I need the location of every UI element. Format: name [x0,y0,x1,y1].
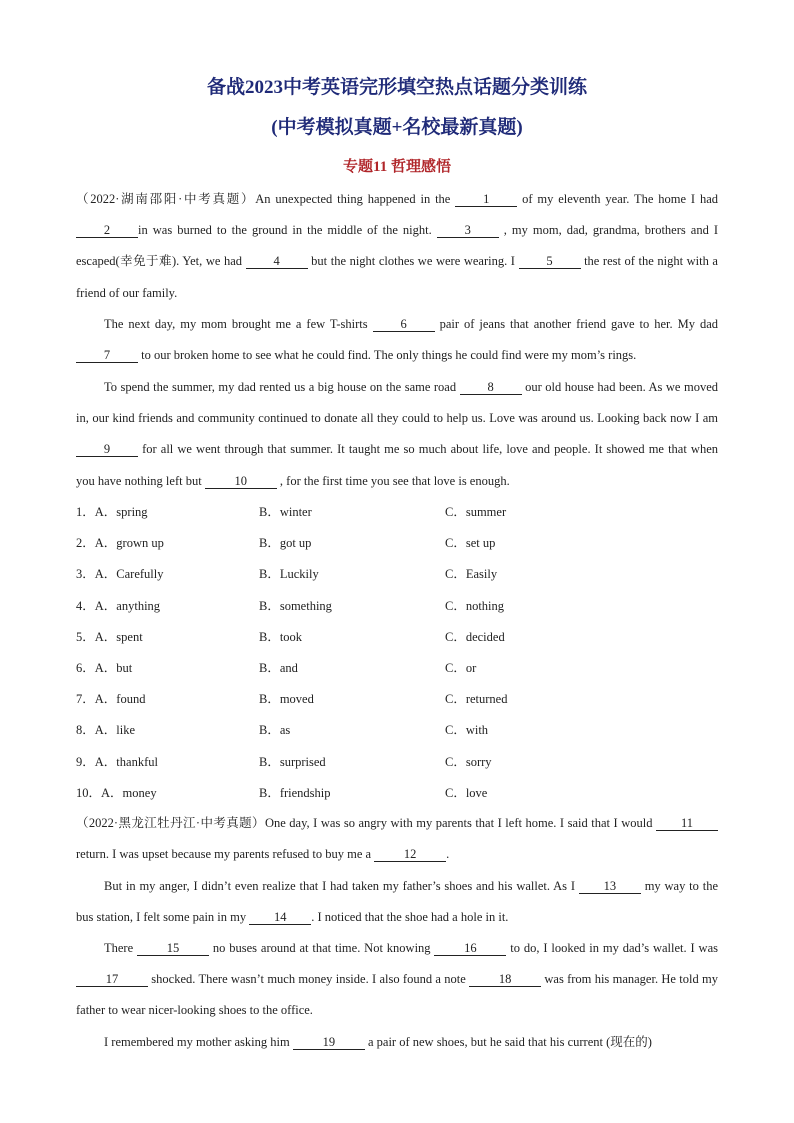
answer-blank: 13 [579,879,641,894]
question-number: 4． [76,598,95,613]
text-run: , my mom, dad, grandma, brothers and I escaped(幸免于难). Yet, we had [76,223,719,269]
option-row [76,591,718,622]
option-row [76,653,718,684]
question-number: 7． [76,692,95,707]
text-run: But in my anger, I didn’t even realize that I had taken my father’s shoes and his wallet. As I [104,879,579,893]
option-c: C．with [445,723,489,738]
text-run: was from his manager. He told my father to wear nicer-looking shoes to the office. [76,972,718,1018]
text-run: I remembered my mother asking him [104,1035,293,1049]
question-number: 1． [76,505,95,519]
text-run: our old house had been. As we moved in, our kind friends and community continued to donate all they could to help us. Love was around us. Looking back now I am [76,380,718,426]
passage2-paragraph-3 [76,933,718,1027]
topic-heading: 专题11 哲理感悟 [343,159,451,175]
question-number: 2． [76,536,95,551]
answer-blank: 4 [246,254,308,269]
answer-blank: 5 [519,254,581,269]
option-row [76,715,718,746]
answer-blank: 12 [374,847,446,862]
text-run: no buses around at that time. Not knowing [209,941,435,955]
question-number: 10． [76,785,102,800]
option-a: A．spring [94,505,148,519]
option-c: C．decided [445,629,505,644]
answer-blank: 1 [455,192,517,207]
option-b: B．something [259,598,332,613]
option-a: A．spent [94,629,143,644]
option-a: A．thankful [94,754,158,769]
text-run: in was burned to the ground in the middle of the night. [138,223,437,238]
answer-blank: 7 [76,348,138,363]
option-c: C．returned [445,692,508,707]
option-row [76,778,718,809]
text-run: for all we went through that summer. It taught me so much about life, love and people. It showed me that when you have nothing left but [76,442,718,488]
option-c: C．nothing [445,598,505,613]
option-a: A．found [94,692,146,707]
passage1-paragraph-3 [76,372,718,497]
text-run: （2022·湖南邵阳·中考真题）An unexpected thing happened in the [76,192,456,206]
text-run: There [104,941,138,955]
passage1-paragraph-2 [76,309,718,371]
text-run: my way to the bus station, I felt some pain in my [76,879,718,925]
text-run: pair of jeans that another friend gave to her. My dad [434,317,718,331]
option-c: C．sorry [445,754,492,769]
answer-options [76,497,718,809]
document-title: 备战2023中考英语完形填空热点话题分类训练 [206,77,587,98]
text-run: the rest of the night with a friend of our family. [76,254,718,300]
answer-blank: 8 [460,380,522,395]
option-row [76,622,718,653]
answer-blank: 19 [293,1035,365,1050]
text-run: but the night clothes we were wearing. I [307,254,519,269]
option-c: C．love [445,785,488,800]
document-subtitle: (中考模拟真题+名校最新真题) [271,117,523,138]
question-number: 8． [76,723,95,738]
option-row [76,747,718,778]
option-a: A．but [94,660,133,675]
answer-blank: 17 [76,972,148,987]
answer-blank: 18 [469,972,541,987]
question-number: 3． [76,567,95,582]
text-run: , for the first time you see that love is enough. [276,473,510,488]
answer-blank: 10 [205,474,277,489]
option-b: B．got up [259,536,312,551]
answer-blank: 11 [656,816,718,831]
option-row [76,528,718,559]
option-b: B．friendship [259,785,331,800]
option-b: B．and [259,660,298,675]
option-a: A．grown up [94,536,164,551]
text-run: to do, I looked in my dad’s wallet. I was [506,941,718,955]
passage2-paragraph-2 [76,871,718,933]
option-b: B．Luckily [259,567,319,582]
text-run: （2022·黑龙江牡丹江·中考真题）One day, I was so angry with my parents that I left home. I said that I would [76,816,656,830]
option-row [76,684,718,715]
text-run: return. I was upset because my parents refused to buy me a [76,847,375,862]
passage2-paragraph-1 [76,808,718,870]
text-run: shocked. There wasn’t much money inside. I also found a note [148,972,470,987]
option-c: C．summer [445,505,507,519]
option-a: A．Carefully [94,567,164,582]
option-b: B．surprised [259,754,326,769]
answer-blank: 16 [434,941,506,956]
option-c: C．or [445,660,477,675]
question-number: 6． [76,660,95,675]
answer-blank: 6 [373,317,435,332]
answer-blank: 2 [76,223,138,238]
text-run: To spend the summer, my dad rented us a big house on the same road [104,380,460,394]
option-c: C．Easily [445,567,498,582]
text-run: . [446,847,450,862]
option-c: C．set up [445,536,496,551]
option-row [76,497,718,528]
passage2-paragraph-4 [76,1027,718,1058]
option-b: B．moved [259,692,314,707]
answer-blank: 15 [137,941,209,956]
option-a: A．anything [94,598,161,613]
answer-blank: 14 [249,910,311,925]
option-b: B．winter [259,505,312,519]
text-run: The next day, my mom brought me a few T-shirts [104,317,373,331]
answer-blank: 9 [76,442,138,457]
option-b: B．as [259,723,291,738]
option-row [76,559,718,590]
text-run: to our broken home to see what he could find. The only things he could find were my mom’s rings. [138,348,637,363]
question-number: 9． [76,754,95,769]
text-run: a pair of new shoes, but he said that his current (现在的) [364,1035,652,1049]
option-a: A．like [94,723,136,738]
option-a: A．money [101,785,157,800]
text-run: of my eleventh year. The home I had [517,192,718,206]
question-number: 5． [76,629,95,644]
passage1-paragraph-1 [76,184,718,309]
text-run: . I noticed that the shoe had a hole in it. [311,910,509,925]
answer-blank: 3 [437,223,499,238]
option-b: B．took [259,629,303,644]
